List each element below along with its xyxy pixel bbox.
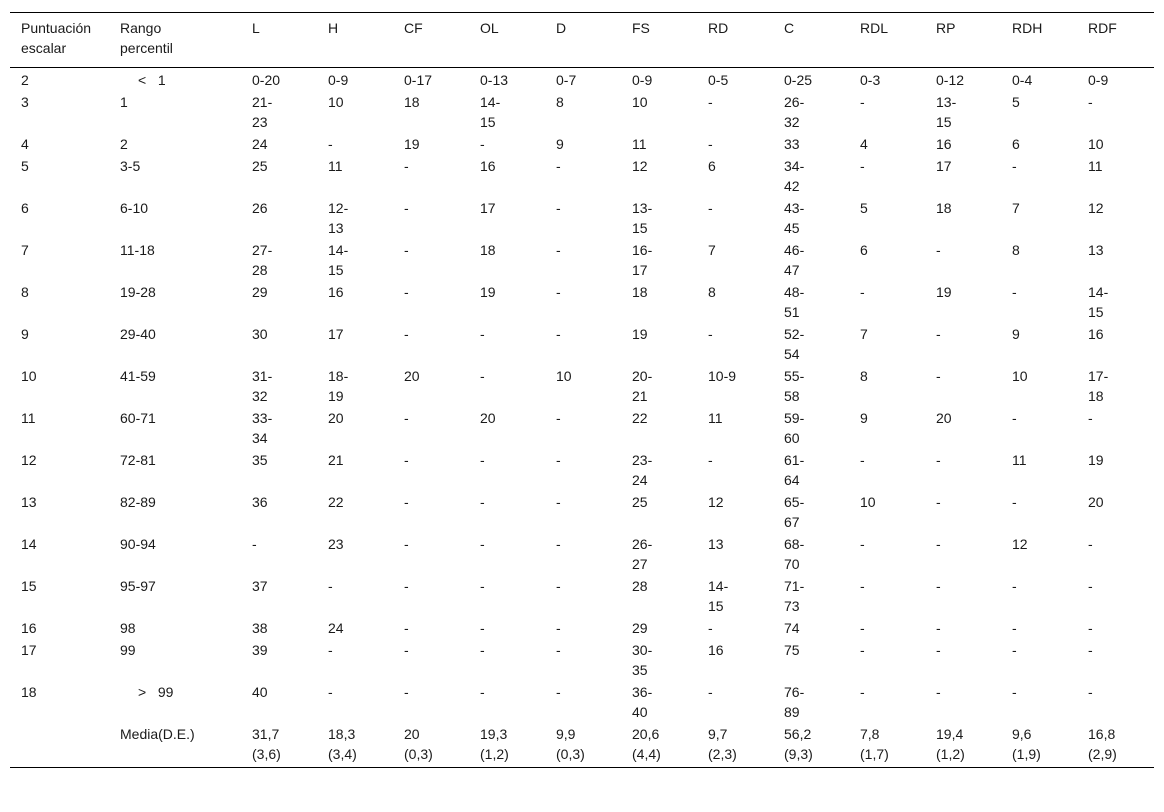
table-cell: 17 — [21, 642, 37, 658]
header-cell: RDF — [1077, 13, 1154, 68]
table-cell: 0-12 — [936, 72, 965, 88]
table-cell: 0-13 — [480, 72, 509, 88]
table-cell: 13-15 — [936, 94, 957, 130]
table-cell: 17 — [480, 200, 496, 216]
table-cell: 26 — [252, 200, 268, 216]
table-cell: 35 — [252, 452, 268, 468]
table-cell: 16 — [328, 284, 344, 300]
table-cell: 16 — [1088, 326, 1104, 342]
table-cell: 21-23 — [252, 94, 273, 130]
table-cell: - — [328, 684, 333, 700]
table-cell: 9 — [1012, 326, 1020, 342]
table-cell: 18,3 (3,4) — [317, 723, 393, 768]
table-cell: 24 — [252, 136, 268, 152]
table-cell: 7 — [708, 242, 716, 258]
table-cell: 14-15 — [480, 94, 501, 130]
table-row — [10, 681, 1154, 723]
table-cell: > 99 — [138, 684, 174, 700]
table-cell: 5 — [860, 200, 868, 216]
table-cell: 20 — [480, 410, 496, 426]
table-cell: 31,7 (3,6) — [241, 723, 317, 768]
table-cell: - — [556, 578, 561, 594]
table-cell: 40 — [252, 684, 268, 700]
table-cell: 12 — [632, 158, 648, 174]
table-cell: 31-32 — [252, 368, 273, 404]
table-cell: 30 — [252, 326, 268, 342]
table-cell: 16,8 (2,9) — [1077, 723, 1154, 768]
table-cell: - — [708, 94, 713, 110]
table-row — [10, 155, 1154, 197]
table-cell: 46-47 — [784, 242, 805, 278]
table-row — [10, 449, 1154, 491]
table-cell: 0-20 — [252, 72, 281, 88]
table-cell: - — [1012, 620, 1017, 636]
table-cell: 60-71 — [120, 410, 156, 426]
table-cell: 71-73 — [784, 578, 805, 614]
table-cell: 19 — [632, 326, 648, 342]
table-cell: - — [404, 536, 409, 552]
table-cell: < 1 — [138, 72, 166, 88]
table-cell: 10 — [860, 494, 876, 510]
table-cell: 17 — [328, 326, 344, 342]
table-cell — [10, 723, 109, 768]
table-cell: 11 — [632, 136, 647, 152]
header-cell: FS — [621, 13, 697, 68]
header-cell: RDH — [1001, 13, 1077, 68]
table-cell: - — [708, 684, 713, 700]
table-row — [10, 639, 1154, 681]
table-cell: - — [480, 326, 485, 342]
table-cell: - — [1012, 684, 1017, 700]
table-cell: - — [480, 536, 485, 552]
table-cell: 14-15 — [708, 578, 729, 614]
table-cell: 10 — [21, 368, 37, 384]
table-cell: 18-19 — [328, 368, 349, 404]
table-cell: 9 — [556, 136, 564, 152]
table-row — [10, 323, 1154, 365]
table-cell: 9 — [21, 326, 29, 342]
table-cell: 21 — [328, 452, 344, 468]
header-cell: Rango percentil — [109, 13, 241, 68]
table-cell: 22 — [632, 410, 648, 426]
table-cell: 0-4 — [1012, 72, 1033, 88]
table-cell: 8 — [1012, 242, 1020, 258]
table-cell: 7 — [860, 326, 868, 342]
table-cell: 20-21 — [632, 368, 653, 404]
header-cell: RD — [697, 13, 773, 68]
table-cell: 20 — [328, 410, 344, 426]
header-cell: D — [545, 13, 621, 68]
table-cell: 20 — [936, 410, 952, 426]
table-cell: - — [404, 684, 409, 700]
table-cell: 55-58 — [784, 368, 805, 404]
table-cell: 11 — [708, 410, 723, 426]
table-cell: - — [556, 158, 561, 174]
table-cell: - — [556, 620, 561, 636]
table-cell: - — [708, 620, 713, 636]
header-cell: C — [773, 13, 849, 68]
table-cell: 13-15 — [632, 200, 653, 236]
table-cell: - — [860, 158, 865, 174]
table-cell: - — [1012, 284, 1017, 300]
table-cell: - — [404, 410, 409, 426]
table-cell: - — [328, 136, 333, 152]
table-cell: 29 — [252, 284, 268, 300]
table-cell: - — [556, 284, 561, 300]
table-cell: 27-28 — [252, 242, 273, 278]
table-cell: 20,6 (4,4) — [621, 723, 697, 768]
table-cell: 18 — [480, 242, 496, 258]
table-cell: - — [708, 200, 713, 216]
table-cell: 41-59 — [120, 368, 156, 384]
table-cell: 1 — [120, 94, 128, 110]
table-cell: - — [404, 494, 409, 510]
table-cell: 9,6 (1,9) — [1001, 723, 1077, 768]
table-cell: - — [860, 620, 865, 636]
table-row — [10, 575, 1154, 617]
table-cell: 0-9 — [328, 72, 349, 88]
table-cell: 13 — [21, 494, 37, 510]
table-cell: - — [936, 242, 941, 258]
table-cell: 3-5 — [120, 158, 141, 174]
table-cell: 61-64 — [784, 452, 805, 488]
table-cell: - — [860, 578, 865, 594]
table-container — [10, 12, 1154, 768]
table-cell: - — [860, 684, 865, 700]
table-cell: 30-35 — [632, 642, 653, 678]
table-cell: 9 — [860, 410, 868, 426]
table-cell: - — [936, 536, 941, 552]
table-cell: - — [556, 200, 561, 216]
table-cell: 36 — [252, 494, 268, 510]
header-cell: Puntuación escalar — [10, 13, 109, 68]
table-cell: - — [480, 494, 485, 510]
table-cell: 68-70 — [784, 536, 805, 572]
table-cell: 18 — [21, 684, 37, 700]
table-row — [10, 68, 1154, 92]
table-cell: - — [708, 326, 713, 342]
table-cell: - — [936, 620, 941, 636]
table-cell: - — [556, 642, 561, 658]
header-cell: CF — [393, 13, 469, 68]
table-cell: 13 — [1088, 242, 1104, 258]
table-cell: 95-97 — [120, 578, 156, 594]
table-cell: 11 — [1088, 158, 1103, 174]
table-cell: 8 — [708, 284, 716, 300]
table-cell: 6-10 — [120, 200, 149, 216]
table-cell: 9,7 (2,3) — [697, 723, 773, 768]
table-cell: 2 — [120, 136, 128, 152]
table-cell: 12-13 — [328, 200, 349, 236]
table-cell: 10 — [328, 94, 344, 110]
table-cell: 98 — [120, 620, 136, 636]
table-cell: - — [1088, 578, 1093, 594]
table-cell: - — [860, 642, 865, 658]
table-cell: - — [404, 158, 409, 174]
table-cell: - — [404, 452, 409, 468]
table-cell: - — [480, 136, 485, 152]
table-cell: 10 — [1088, 136, 1104, 152]
table-cell: - — [1012, 410, 1017, 426]
table-cell: 36-40 — [632, 684, 653, 720]
table-cell: - — [1012, 642, 1017, 658]
header-cell: RDL — [849, 13, 925, 68]
table-cell: 11 — [1012, 452, 1027, 468]
table-cell: - — [480, 620, 485, 636]
table-cell: 15 — [21, 578, 37, 594]
table-cell: - — [1012, 578, 1017, 594]
table-row — [10, 91, 1154, 133]
table-cell: Media(D.E.) — [109, 723, 241, 768]
table-cell: - — [556, 410, 561, 426]
table-cell: 59-60 — [784, 410, 805, 446]
table-cell: 11 — [328, 158, 343, 174]
table-cell: 14 — [21, 536, 37, 552]
table-cell: 19-28 — [120, 284, 156, 300]
table-cell: - — [328, 578, 333, 594]
table-cell: - — [480, 578, 485, 594]
table-cell: - — [404, 326, 409, 342]
table-cell: - — [860, 284, 865, 300]
table-cell: 7 — [21, 242, 29, 258]
table-cell: - — [936, 578, 941, 594]
table-cell: 23-24 — [632, 452, 653, 488]
table-row — [10, 491, 1154, 533]
table-cell: 20 — [1088, 494, 1104, 510]
table-cell: - — [480, 368, 485, 384]
table-cell: 74 — [784, 620, 800, 636]
table-cell: 10 — [1012, 368, 1028, 384]
table-cell: - — [860, 452, 865, 468]
table-cell: 16 — [936, 136, 952, 152]
table-cell: - — [860, 94, 865, 110]
table-row — [10, 197, 1154, 239]
header-cell: H — [317, 13, 393, 68]
table-cell: 52-54 — [784, 326, 805, 362]
table-cell: 6 — [708, 158, 716, 174]
table-cell: 17-18 — [1088, 368, 1109, 404]
table-cell: - — [404, 620, 409, 636]
table-cell: 10 — [632, 94, 648, 110]
table-cell: - — [1088, 94, 1093, 110]
header-cell: L — [241, 13, 317, 68]
table-cell: 10-9 — [708, 368, 737, 384]
table-row — [10, 239, 1154, 281]
table-row — [10, 533, 1154, 575]
table-cell: - — [328, 642, 333, 658]
table-cell: 33 — [784, 136, 800, 152]
table-cell: 16 — [480, 158, 496, 174]
table-cell: 26-27 — [632, 536, 653, 572]
table-cell: 34-42 — [784, 158, 805, 194]
table-cell: - — [1012, 158, 1017, 174]
table-cell: 4 — [860, 136, 868, 152]
table-cell: - — [936, 684, 941, 700]
table-cell: 9,9 (0,3) — [545, 723, 621, 768]
table-cell: 72-81 — [120, 452, 156, 468]
table-cell: 5 — [21, 158, 29, 174]
table-cell: 75 — [784, 642, 800, 658]
table-cell: - — [404, 242, 409, 258]
table-cell: 18 — [404, 94, 420, 110]
table-cell: 2 — [21, 72, 29, 88]
table-cell: 6 — [1012, 136, 1020, 152]
table-body — [10, 68, 1154, 768]
table-cell: 56,2 (9,3) — [773, 723, 849, 768]
table-cell: 0-17 — [404, 72, 433, 88]
table-cell: 0-7 — [556, 72, 577, 88]
table-cell: 20 — [404, 368, 420, 384]
summary-row — [10, 723, 1154, 768]
table-cell: 43-45 — [784, 200, 805, 236]
table-cell: 22 — [328, 494, 344, 510]
table-cell: 19,4 (1,2) — [925, 723, 1001, 768]
table-cell: 5 — [1012, 94, 1020, 110]
table-cell: 65-67 — [784, 494, 805, 530]
table-row — [10, 281, 1154, 323]
table-cell: 7,8 (1,7) — [849, 723, 925, 768]
table-cell: - — [480, 684, 485, 700]
table-cell: 12 — [1012, 536, 1028, 552]
table-cell: 48-51 — [784, 284, 805, 320]
table-cell: - — [936, 494, 941, 510]
table-cell: 33-34 — [252, 410, 273, 446]
table-cell: - — [404, 200, 409, 216]
table-row — [10, 407, 1154, 449]
table-cell: - — [1088, 536, 1093, 552]
table-cell: 7 — [1012, 200, 1020, 216]
table-cell: 16 — [21, 620, 37, 636]
table-cell: 18 — [632, 284, 648, 300]
table-cell: 26-32 — [784, 94, 805, 130]
table-row — [10, 133, 1154, 155]
table-cell: 38 — [252, 620, 268, 636]
table-cell: 8 — [556, 94, 564, 110]
table-cell: - — [1088, 684, 1093, 700]
table-cell: 25 — [632, 494, 648, 510]
table-cell: 6 — [21, 200, 29, 216]
table-cell: 13 — [708, 536, 724, 552]
table-cell: 0-25 — [784, 72, 813, 88]
table-cell: 10 — [556, 368, 572, 384]
table-cell: 19 — [1088, 452, 1104, 468]
table-cell: 12 — [1088, 200, 1104, 216]
table-cell: - — [936, 642, 941, 658]
table-cell: 28 — [632, 578, 648, 594]
table-cell: 6 — [860, 242, 868, 258]
table-cell: - — [1012, 494, 1017, 510]
table-cell: - — [556, 326, 561, 342]
table-cell: 0-3 — [860, 72, 881, 88]
header-cell: OL — [469, 13, 545, 68]
table-cell: - — [556, 684, 561, 700]
table-cell: 12 — [708, 494, 724, 510]
table-cell: 11-18 — [120, 242, 155, 258]
table-cell: - — [556, 536, 561, 552]
table-cell: 99 — [120, 642, 136, 658]
table-cell: - — [556, 242, 561, 258]
percentile-table — [10, 12, 1154, 768]
table-cell: 17 — [936, 158, 952, 174]
table-cell: 29-40 — [120, 326, 156, 342]
table-cell: 23 — [328, 536, 344, 552]
table-cell: - — [1088, 620, 1093, 636]
header-row — [10, 13, 1154, 68]
table-cell: 16-17 — [632, 242, 653, 278]
table-cell: - — [936, 452, 941, 468]
table-cell: - — [480, 642, 485, 658]
table-cell: - — [936, 368, 941, 384]
table-cell: 24 — [328, 620, 344, 636]
table-cell: - — [1088, 410, 1093, 426]
table-cell: 90-94 — [120, 536, 156, 552]
table-cell: 19 — [936, 284, 952, 300]
table-cell: 11 — [21, 410, 36, 426]
table-cell: 39 — [252, 642, 268, 658]
table-cell: - — [556, 452, 561, 468]
table-cell: 14-15 — [328, 242, 349, 278]
table-row — [10, 365, 1154, 407]
table-cell: 16 — [708, 642, 724, 658]
table-cell: 3 — [21, 94, 29, 110]
table-cell: - — [404, 284, 409, 300]
table-cell: - — [708, 136, 713, 152]
table-cell: - — [1088, 642, 1093, 658]
table-cell: 14-15 — [1088, 284, 1109, 320]
table-cell: 76-89 — [784, 684, 805, 720]
table-cell: - — [936, 326, 941, 342]
table-cell: 19 — [404, 136, 420, 152]
table-cell: 8 — [21, 284, 29, 300]
header-cell: RP — [925, 13, 1001, 68]
table-cell: 20 (0,3) — [393, 723, 469, 768]
table-cell: 4 — [21, 136, 29, 152]
table-cell: - — [708, 452, 713, 468]
table-cell: - — [556, 494, 561, 510]
table-cell: 8 — [860, 368, 868, 384]
table-cell: 0-5 — [708, 72, 729, 88]
table-cell: - — [404, 578, 409, 594]
table-cell: 19 — [480, 284, 496, 300]
table-cell: 25 — [252, 158, 268, 174]
table-cell: - — [860, 536, 865, 552]
table-cell: 37 — [252, 578, 268, 594]
table-cell: 0-9 — [632, 72, 653, 88]
table-cell: 82-89 — [120, 494, 156, 510]
table-cell: 12 — [21, 452, 37, 468]
table-cell: 18 — [936, 200, 952, 216]
table-cell: - — [252, 536, 257, 552]
table-row — [10, 617, 1154, 639]
table-cell: - — [404, 642, 409, 658]
table-cell: - — [480, 452, 485, 468]
table-cell: 0-9 — [1088, 72, 1109, 88]
table-cell: 19,3 (1,2) — [469, 723, 545, 768]
table-cell: 29 — [632, 620, 648, 636]
